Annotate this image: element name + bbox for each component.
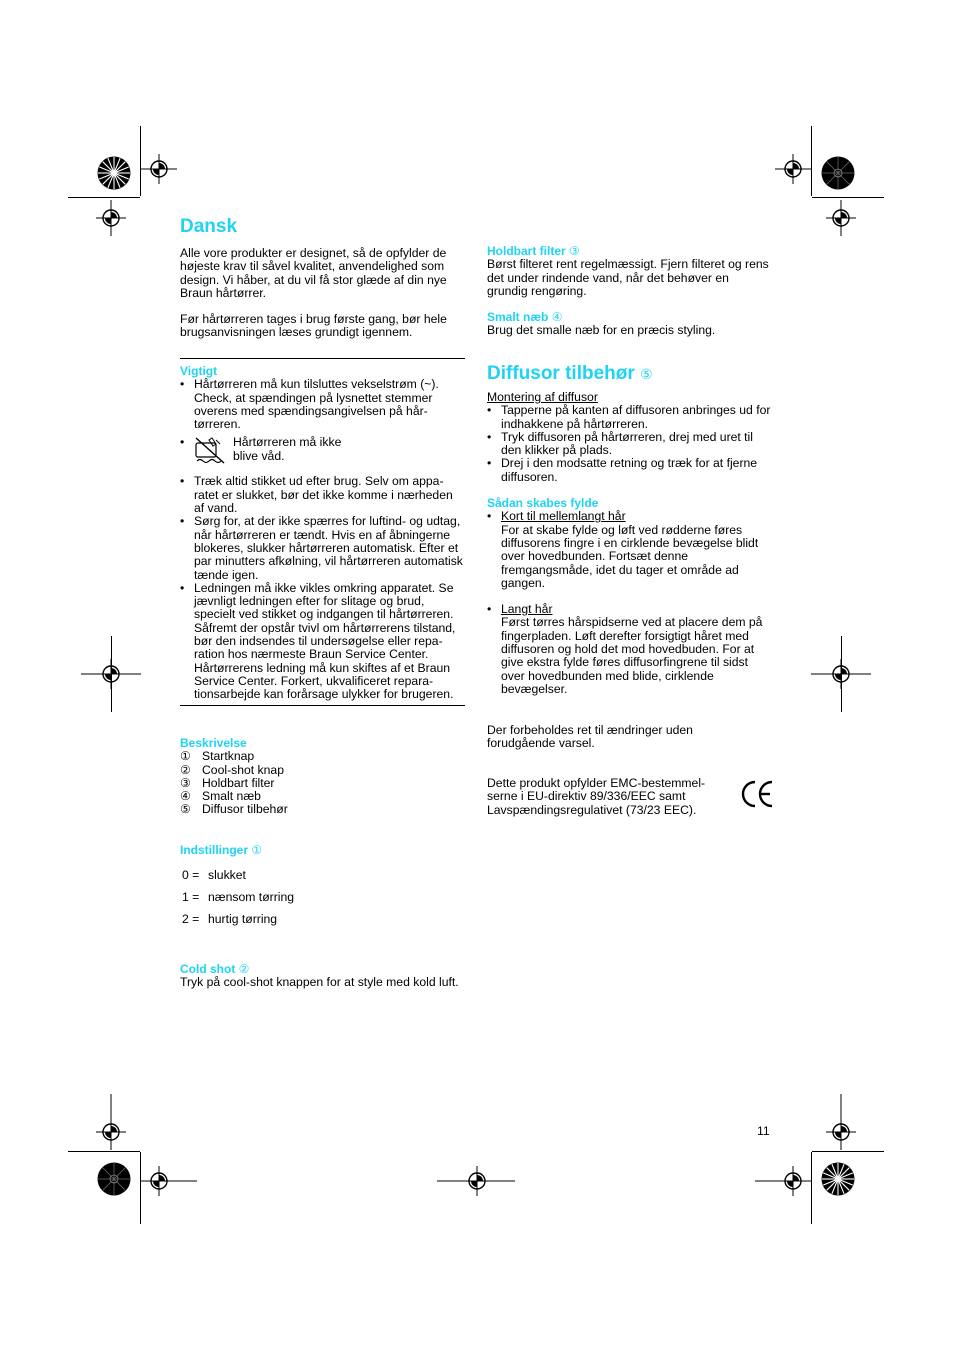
- heading-ref: ④: [551, 310, 563, 324]
- sunburst-register-icon: [821, 1162, 855, 1196]
- heading-text: Smalt næb: [487, 310, 549, 324]
- settings-table: [180, 869, 465, 935]
- setting-key: 2 =: [182, 912, 200, 927]
- beskrivelse-section: [180, 737, 465, 817]
- list-item: • Tryk diffusoren på hårtørreren, drej med uret til den klikker på plads.: [487, 431, 772, 458]
- list-item: [180, 436, 465, 470]
- item-label: Cool-shot knap: [202, 762, 284, 777]
- crop-line: [68, 197, 140, 198]
- setting-value: nænsom tørring: [208, 890, 295, 905]
- item-number: ⑤: [180, 802, 191, 817]
- heading-text: Holdbart filter: [487, 244, 566, 258]
- registration-mark-icon: [96, 200, 126, 236]
- sunburst-register-icon: [97, 1162, 131, 1196]
- table-row: [180, 869, 465, 891]
- list-item: [487, 510, 772, 590]
- diffusor-section: [487, 391, 772, 696]
- divider: [180, 705, 465, 706]
- list-item: [180, 803, 465, 816]
- vigtigt-heading: Vigtigt: [180, 364, 218, 378]
- kort-text: For at skabe fylde og løft ved rødderne føres diffusorens fingre i en cirklende bevægelse blidt over hovedbunden. Fortsæt denne fremgangsmåde, idet du tager et område ad gangen.: [501, 522, 759, 590]
- list-item: • Drej i den modsatte retning og træk for at fjerne diffusoren.: [487, 457, 772, 484]
- divider: [180, 358, 465, 359]
- smalt-naeb-section: [487, 311, 772, 338]
- holdbart-filter-text: Børst filteret rent regelmæssigt. Fjern filteret og rens det under rindende vand, når det behøver en grundig rengøring.: [487, 257, 769, 298]
- item-label: Smalt næb: [202, 789, 261, 804]
- cold-shot-text: Tryk på cool-shot knappen for at style med kold luft.: [180, 975, 459, 990]
- langt-text: Først tørres hårspidserne ved at placere dem på fingerpladen. Løft derefter forsigtigt håret med diffusoren og hold det mod hovedbuden. For at give ekstra fylde føres diffusorfingrene til sidst over hovedbunden med blide, cirklende bevægelser.: [501, 615, 763, 696]
- registration-mark-icon: [826, 200, 856, 236]
- registration-mark-icon: [111, 636, 112, 712]
- heading-text: Indstillinger: [180, 843, 249, 857]
- crop-line: [811, 1152, 812, 1224]
- holdbart-filter-heading: [487, 245, 772, 258]
- list-item: • Hårtørreren må kun tilsluttes vekselstrøm (~). Check, at spændingen på lysnettet stemmer overens med spændingsangivelsen på hår-tørreren.: [180, 378, 465, 431]
- page-number: 11: [757, 1124, 770, 1138]
- list-item: [180, 750, 465, 763]
- setting-key: 0 =: [182, 868, 200, 883]
- table-row: [180, 891, 465, 913]
- setting-value: slukket: [208, 868, 246, 883]
- heading-ref: ①: [251, 843, 263, 857]
- registration-mark-icon: [826, 1094, 856, 1150]
- item-label: Holdbart filter: [202, 775, 275, 790]
- registration-mark-icon: [841, 636, 842, 712]
- list-item: • Ledningen må ikke vikles omkring apparatet. Se jævnligt ledningen efter for slitage og brud, specielt ved stikket og indgangen til hårtørreren. Såfremt der opstår tvivl om hårtørrerens tilstand, bør den indsendes til undersøgelse eller repa-ration hos nærmeste Braun Service Center. Hårtørrerens ledning må kun skiftes af et Braun Service Center. Forkert, ukvalificeret repara-tionsarbejde kan forårsage ulykker for brugeren.: [180, 582, 465, 702]
- list-item: [180, 777, 465, 790]
- smalt-naeb-text: Brug det smalle næb for en præcis styling.: [487, 323, 716, 338]
- cold-shot-heading: [180, 963, 465, 976]
- item-label: Startknap: [202, 749, 255, 764]
- registration-mark-icon: [437, 1166, 515, 1196]
- list-item: [180, 764, 465, 777]
- list-item: [487, 603, 772, 696]
- heading-ref: ⑤: [640, 366, 653, 382]
- indstillinger-heading: [180, 844, 465, 857]
- ce-mark-icon: [738, 776, 778, 812]
- intro-paragraph: Før hårtørreren tages i brug første gang, bør hele brugsanvisningen læses grundigt igennem.: [180, 312, 447, 340]
- smalt-naeb-heading: [487, 311, 772, 324]
- water-warning-text: • Hårtørreren må ikke blive våd.: [233, 435, 342, 463]
- item-number: ①: [180, 749, 191, 764]
- crop-line: [812, 1151, 884, 1152]
- holdbart-filter-section: [487, 245, 772, 298]
- diffusor-heading: [487, 363, 653, 385]
- table-row: [180, 913, 465, 935]
- intro: [180, 247, 465, 340]
- sunburst-register-icon: [97, 156, 131, 190]
- kort-label: • Kort til mellemlangt hår: [501, 509, 626, 524]
- item-number: ④: [180, 789, 191, 804]
- emc-text: Dette produkt opfylder EMC-bestemmel-serne i EU-direktiv 89/336/EEC samt Lavspændingsregulativet (73/23 EEC).: [487, 776, 706, 817]
- item-number: ②: [180, 762, 191, 777]
- indstillinger-section: [180, 844, 465, 935]
- heading-ref: ②: [238, 962, 250, 976]
- registration-mark-icon: [775, 154, 811, 184]
- parts-list: [180, 750, 465, 816]
- no-water-warning-icon: [194, 435, 228, 467]
- crop-line: [812, 197, 884, 198]
- heading-text: Diffusor tilbehør: [487, 363, 635, 384]
- sunburst-register-icon: [821, 156, 855, 190]
- ce-mark-graphic: [738, 776, 778, 812]
- crop-line: [68, 1151, 140, 1152]
- setting-value: hurtig tørring: [208, 912, 278, 927]
- registration-mark-icon: [96, 1094, 126, 1150]
- vigtigt-section: [180, 365, 465, 702]
- forbehold-text: Der forbeholdes ret til ændringer uden forudgående varsel.: [487, 723, 693, 751]
- cold-shot-section: [180, 963, 465, 990]
- beskrivelse-heading: Beskrivelse: [180, 736, 247, 750]
- crop-line: [811, 126, 812, 196]
- list-item: [180, 790, 465, 803]
- item-number: ③: [180, 775, 191, 790]
- montering-label: Montering af diffusor: [487, 390, 598, 404]
- list-item: • Tapperne på kanten af diffusoren anbringes ud for indhakkene på hårtørreren.: [487, 404, 772, 431]
- item-label: Diffusor tilbehør: [202, 802, 288, 817]
- page-title: Dansk: [180, 216, 238, 237]
- registration-mark-icon: [755, 1166, 811, 1196]
- registration-mark-icon: [141, 154, 177, 184]
- fylde-heading: Sådan skabes fylde: [487, 496, 599, 511]
- langt-label: • Langt hår: [501, 602, 553, 617]
- registration-mark-icon: [141, 1166, 197, 1196]
- list-item: • Træk altid stikket ud efter brug. Selv om appa-ratet er slukket, bør det ikke komme i nærheden af vand.: [180, 475, 465, 515]
- intro-paragraph: Alle vore produkter er designet, så de opfylder de højeste krav til såvel kvalitet, anvendelighed som design. Vi håber, at du vil få stor glæde af din nye Braun hårtørrer.: [180, 246, 447, 300]
- setting-key: 1 =: [182, 890, 200, 905]
- heading-ref: ③: [569, 244, 580, 258]
- list-item: • Sørg for, at der ikke spærres for luftind- og udtag, når hårtørreren er tændt. Hvis en af åbningerne blokeres, slukker hårtørreren automatisk. Efter et par minutters afkølning, vil hårtørreren automatisk tænde igen.: [180, 515, 465, 581]
- heading-text: Cold shot: [180, 962, 236, 976]
